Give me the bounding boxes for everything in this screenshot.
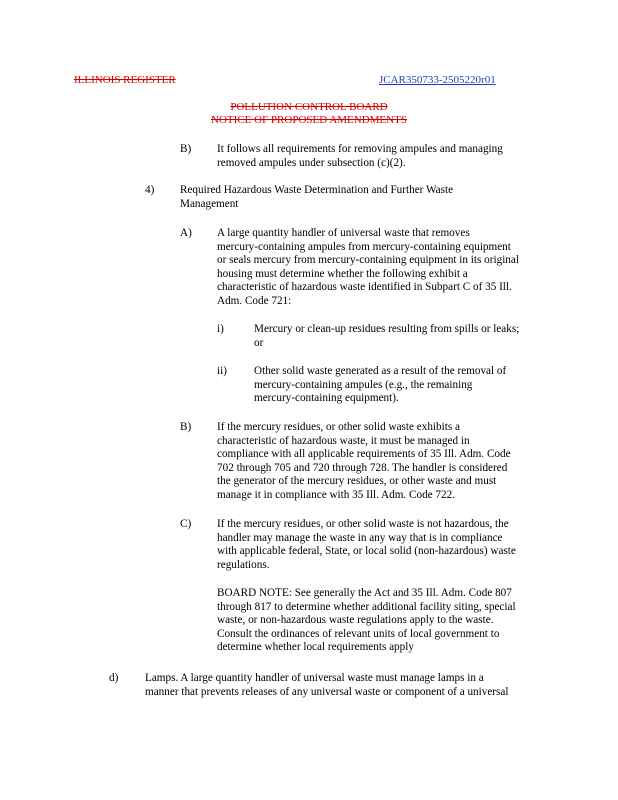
text-line: the generator of the mercury residues, or other waste and must bbox=[217, 475, 497, 488]
paragraph-ii bbox=[254, 365, 506, 406]
text-line: compliance with all applicable requirements of 35 Ill. Adm. Code bbox=[217, 448, 511, 461]
text-line: Management bbox=[180, 197, 239, 210]
paragraph-4 bbox=[180, 184, 453, 211]
text-line: through 817 to determine whether additional facility siting, special bbox=[217, 600, 516, 613]
item-label-4: 4) bbox=[145, 184, 155, 196]
text-line: Other solid waste generated as a result of the removal of bbox=[254, 365, 507, 377]
register-heading: ILLINOIS REGISTER bbox=[74, 74, 176, 86]
board-note bbox=[217, 587, 516, 655]
item-label-a: A) bbox=[180, 227, 192, 239]
paragraph-a bbox=[217, 227, 519, 309]
item-label-ii: ii) bbox=[217, 365, 227, 377]
paragraph-d bbox=[145, 672, 508, 699]
text-line: determine whether local requirements apply bbox=[217, 641, 414, 654]
text-line: housing must determine whether the following exhibit a bbox=[217, 267, 468, 280]
paragraph-c bbox=[217, 518, 516, 572]
item-label-i: i) bbox=[217, 323, 224, 335]
text-line: mercury-containing ampules (e.g., the remaining bbox=[254, 378, 473, 391]
text-line: removed ampules under subsection (c)(2). bbox=[217, 156, 406, 169]
text-line: Adm. Code 721: bbox=[217, 294, 292, 307]
text-line: mercury-containing ampules from mercury-containing equipment bbox=[217, 240, 511, 253]
text-line: waste, or non-hazardous waste regulations apply to the waste. bbox=[217, 614, 494, 627]
text-line: If the mercury residues, or other solid waste is not hazardous, the bbox=[217, 518, 509, 530]
text-line: with applicable federal, State, or local solid (non-hazardous) waste bbox=[217, 545, 516, 558]
text-line: handler may manage the waste in any way that is in compliance bbox=[217, 531, 503, 544]
item-label-d: d) bbox=[109, 672, 119, 684]
text-line: manage it in compliance with 35 Ill. Adm. Code 722. bbox=[217, 488, 456, 501]
text-line: or bbox=[254, 336, 264, 349]
text-line: regulations. bbox=[217, 558, 270, 571]
text-line: Lamps. A large quantity handler of universal waste must manage lamps in a bbox=[145, 672, 484, 684]
paragraph-b-top bbox=[217, 143, 503, 170]
text-line: mercury-containing equipment). bbox=[254, 392, 399, 405]
text-line: BOARD NOTE: See generally the Act and 35 Ill. Adm. Code 807 bbox=[217, 587, 512, 599]
text-line: It follows all requirements for removing ampules and managing bbox=[217, 143, 503, 155]
text-line: or seals mercury from mercury-containing equipment in its original bbox=[217, 254, 519, 267]
item-label-c: C) bbox=[180, 518, 192, 530]
board-heading: POLLUTION CONTROL BOARD bbox=[230, 101, 388, 113]
text-line: Consult the ordinances of relevant units of local government to bbox=[217, 627, 500, 640]
text-line: manner that prevents releases of any universal waste or component of a universal bbox=[145, 685, 509, 698]
text-line: 702 through 705 and 720 through 728. The handler is considered bbox=[217, 461, 508, 474]
document-code-link[interactable]: JCAR350733-2505220r01 bbox=[379, 74, 496, 86]
text-line: A large quantity handler of universal waste that removes bbox=[217, 227, 470, 239]
paragraph-b bbox=[217, 421, 511, 503]
item-label-b-top: B) bbox=[180, 143, 192, 155]
notice-heading: NOTICE OF PROPOSED AMENDMENTS bbox=[211, 114, 407, 126]
text-line: characteristic of hazardous waste, it must be managed in bbox=[217, 434, 470, 447]
item-label-b: B) bbox=[180, 421, 192, 433]
text-line: characteristic of hazardous waste identified in Subpart C of 35 Ill. bbox=[217, 281, 512, 294]
text-line: Required Hazardous Waste Determination and Further Waste bbox=[180, 184, 454, 196]
text-line: Mercury or clean-up residues resulting from spills or leaks; bbox=[254, 323, 520, 335]
paragraph-i bbox=[254, 323, 519, 350]
text-line: If the mercury residues, or other solid waste exhibits a bbox=[217, 421, 460, 433]
